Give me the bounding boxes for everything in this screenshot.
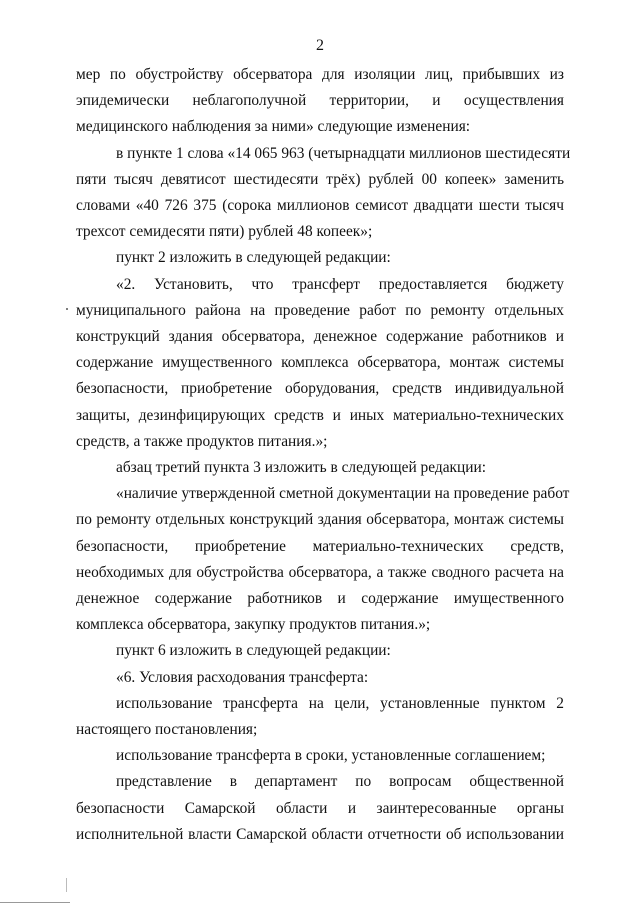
paragraph-condition-1 (76, 691, 564, 743)
text-line: безопасности, приобретение материально-технических средств, (76, 537, 564, 555)
text-line: настоящего постановления; (76, 721, 258, 739)
text-line: абзац третий пункта 3 изложить в следующей редакции: (116, 459, 486, 477)
paragraph-point-6-title (76, 665, 564, 691)
scan-speck (66, 308, 68, 310)
paragraph-point-3-header (76, 455, 564, 481)
text-line: безопасности Самарской области и заинтересованные органы (76, 799, 564, 817)
text-line: пункт 6 изложить в следующей редакции: (116, 642, 391, 660)
paragraph-point-2-header (76, 245, 564, 271)
document-body (76, 62, 571, 848)
paragraph-point-6-header (76, 638, 564, 664)
page-number: 2 (316, 37, 324, 54)
text-line: безопасности, приобретение оборудования, средств индивидуальной (76, 380, 564, 398)
paragraph-point-3-text (76, 481, 570, 638)
text-line: использование трансферта на цели, установленные пунктом 2 (116, 694, 564, 712)
text-line: эпидемически неблагополучной территории, и осуществления (76, 92, 564, 110)
paragraph-condition-3 (76, 769, 564, 848)
text-line: комплекса обсерватора, закупку продуктов питания.»; (76, 616, 431, 634)
text-line: исполнительной власти Самарской области отчетности об использовании (76, 825, 564, 843)
text-line: трехсот семидесяти пяти) рублей 48 копеек»; (76, 223, 373, 241)
text-line: словами «40 726 375 (сорока миллионов семисот двадцати шести тысяч (76, 197, 564, 215)
text-line: средств, а также продуктов питания.»; (76, 432, 328, 450)
text-line: медицинского наблюдения за ними» следующие изменения: (76, 118, 471, 136)
text-line: «6. Условия расходования трансферта: (116, 668, 369, 686)
text-line: использование трансферта в сроки, установленные соглашением; (116, 747, 546, 765)
text-line: защиты, дезинфицирующих средств и иных материально-технических (76, 406, 564, 424)
paragraph-point-1 (76, 141, 571, 246)
text-line: «2. Установить, что трансферт предоставляется бюджету (116, 275, 564, 293)
text-line: муниципального района на проведение работ по ремонту отдельных (76, 301, 564, 319)
paragraph-point-2-text (76, 272, 564, 455)
text-line: содержание имущественного комплекса обсерватора, монтаж системы (76, 354, 564, 372)
text-line: представление в департамент по вопросам общественной (116, 773, 564, 791)
scan-bottom-edge (0, 902, 70, 903)
text-line: по ремонту отдельных конструкций здания обсерватора, монтаж системы (76, 511, 564, 529)
paragraph-condition-2 (76, 743, 564, 769)
text-line: в пункте 1 слова «14 065 963 (четырнадцати миллионов шестидесяти (116, 144, 571, 162)
text-line: конструкций здания обсерватора, денежное содержание работников и (76, 328, 564, 346)
text-line: пяти тысяч девятисот шестидесяти трёх) рублей 00 копеек» заменить (76, 170, 564, 188)
text-line: пункт 2 изложить в следующей редакции: (116, 249, 391, 267)
text-line: необходимых для обустройства обсерватора, а также сводного расчета на (76, 563, 564, 581)
scan-edge-mark (66, 878, 67, 892)
text-line: денежное содержание работников и содержание имущественного (76, 590, 564, 608)
text-line: «наличие утвержденной сметной документации на проведение работ (116, 485, 570, 503)
paragraph-intro (76, 62, 564, 141)
text-line: мер по обустройству обсерватора для изоляции лиц, прибывших из (76, 66, 564, 83)
